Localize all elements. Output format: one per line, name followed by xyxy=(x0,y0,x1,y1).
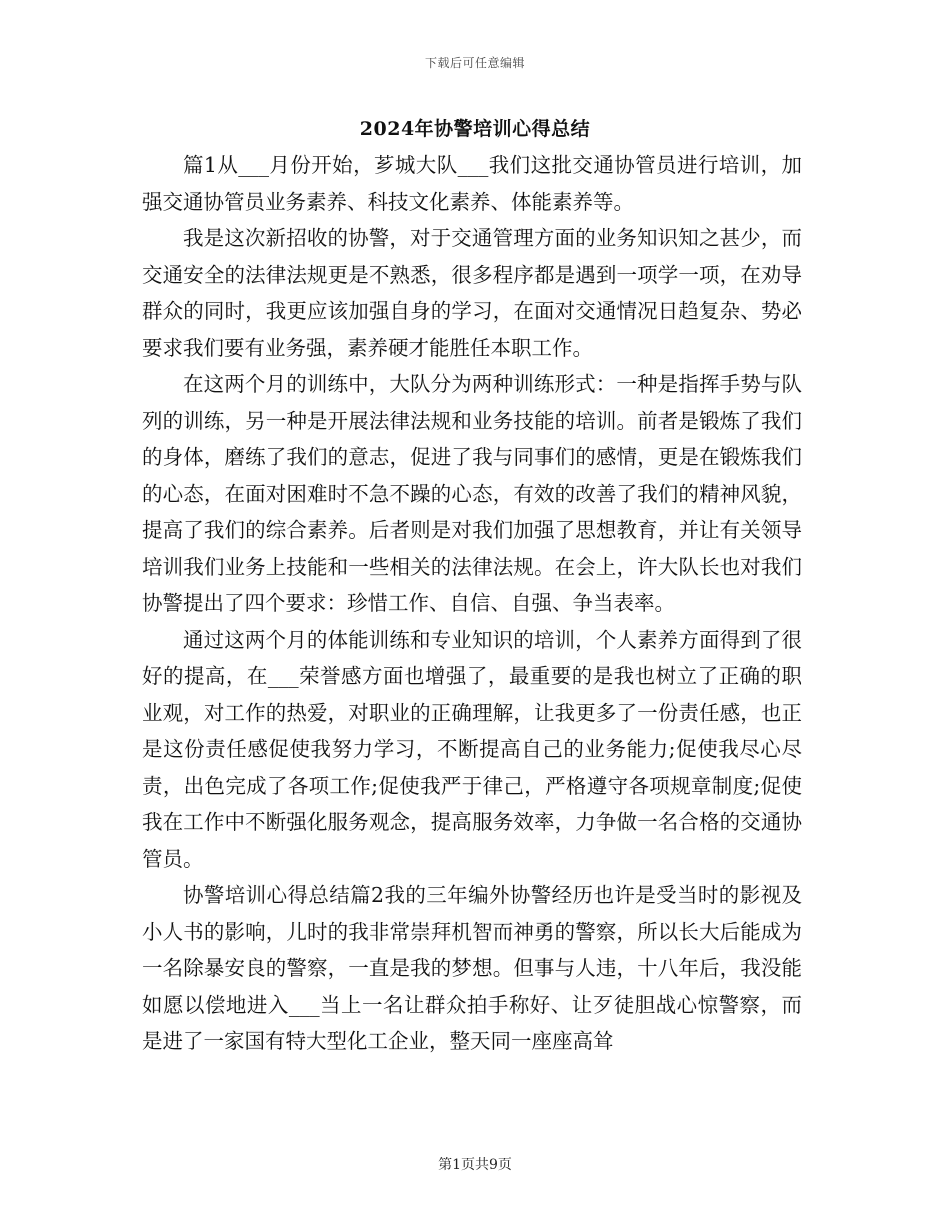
paragraph: 我是这次新招收的协警，对于交通管理方面的业务知识知之甚少，而交通安全的法律法规更是不熟悉，很多程序都是遇到一项学一项，在劝导群众的同时，我更应该加强自身的学习，在面对交通情况日趋复杂、势必要求我们要有业务强，素养硬才能胜任本职工作。 xyxy=(142,226,802,360)
paragraph: 协警培训心得总结篇2我的三年编外协警经历也许是受当时的影视及小人书的影响，儿时的我非常崇拜机智而神勇的警察，所以长大后能成为一名除暴安良的警察，一直是我的梦想。但事与人违，十八年后，我没能如愿以偿地进入___当上一名让群众拍手称好、让歹徒胆战心惊警察，而是进了一家国有特大型化工企业，整天同一座座高耸 xyxy=(142,883,802,1053)
header-note: 下载后可任意编辑 xyxy=(424,56,525,70)
paragraph: 篇1从___月份开始，芗城大队___我们这批交通协管员进行培训，加强交通协管员业务素养、科技文化素养、体能素养等。 xyxy=(142,153,802,214)
page-number: 第1页共9页 xyxy=(438,1157,512,1173)
document-title: 2024年协警培训心得总结 xyxy=(359,118,591,140)
paragraph: 在这两个月的训练中，大队分为两种训练形式：一种是指挥手势与队列的训练，另一种是开展法律法规和业务技能的培训。前者是锻炼了我们的身体，磨练了我们的意志，促进了我与同事们的感情，更是在锻炼我们的心态，在面对困难时不急不躁的心态，有效的改善了我们的精神风貌，提高了我们的综合素养。后者则是对我们加强了思想教育，并让有关领导培训我们业务上技能和一些相关的法律法规。在会上，许大队长也对我们协警提出了四个要求：珍惜工作、自信、自强、争当表率。 xyxy=(142,372,802,615)
document-body xyxy=(142,147,802,1060)
paragraph: 通过这两个月的体能训练和专业知识的培训，个人素养方面得到了很好的提高，在___荣誉感方面也增强了，最重要的是我也树立了正确的职业观，对工作的热爱，对职业的正确理解，让我更多了一份责任感，也正是这份责任感促使我努力学习，不断提高自己的业务能力;促使我尽心尽责，出色完成了各项工作;促使我严于律己，严格遵守各项规章制度;促使我在工作中不断强化服务观念，提高服务效率，力争做一名合格的交通协管员。 xyxy=(142,627,802,871)
